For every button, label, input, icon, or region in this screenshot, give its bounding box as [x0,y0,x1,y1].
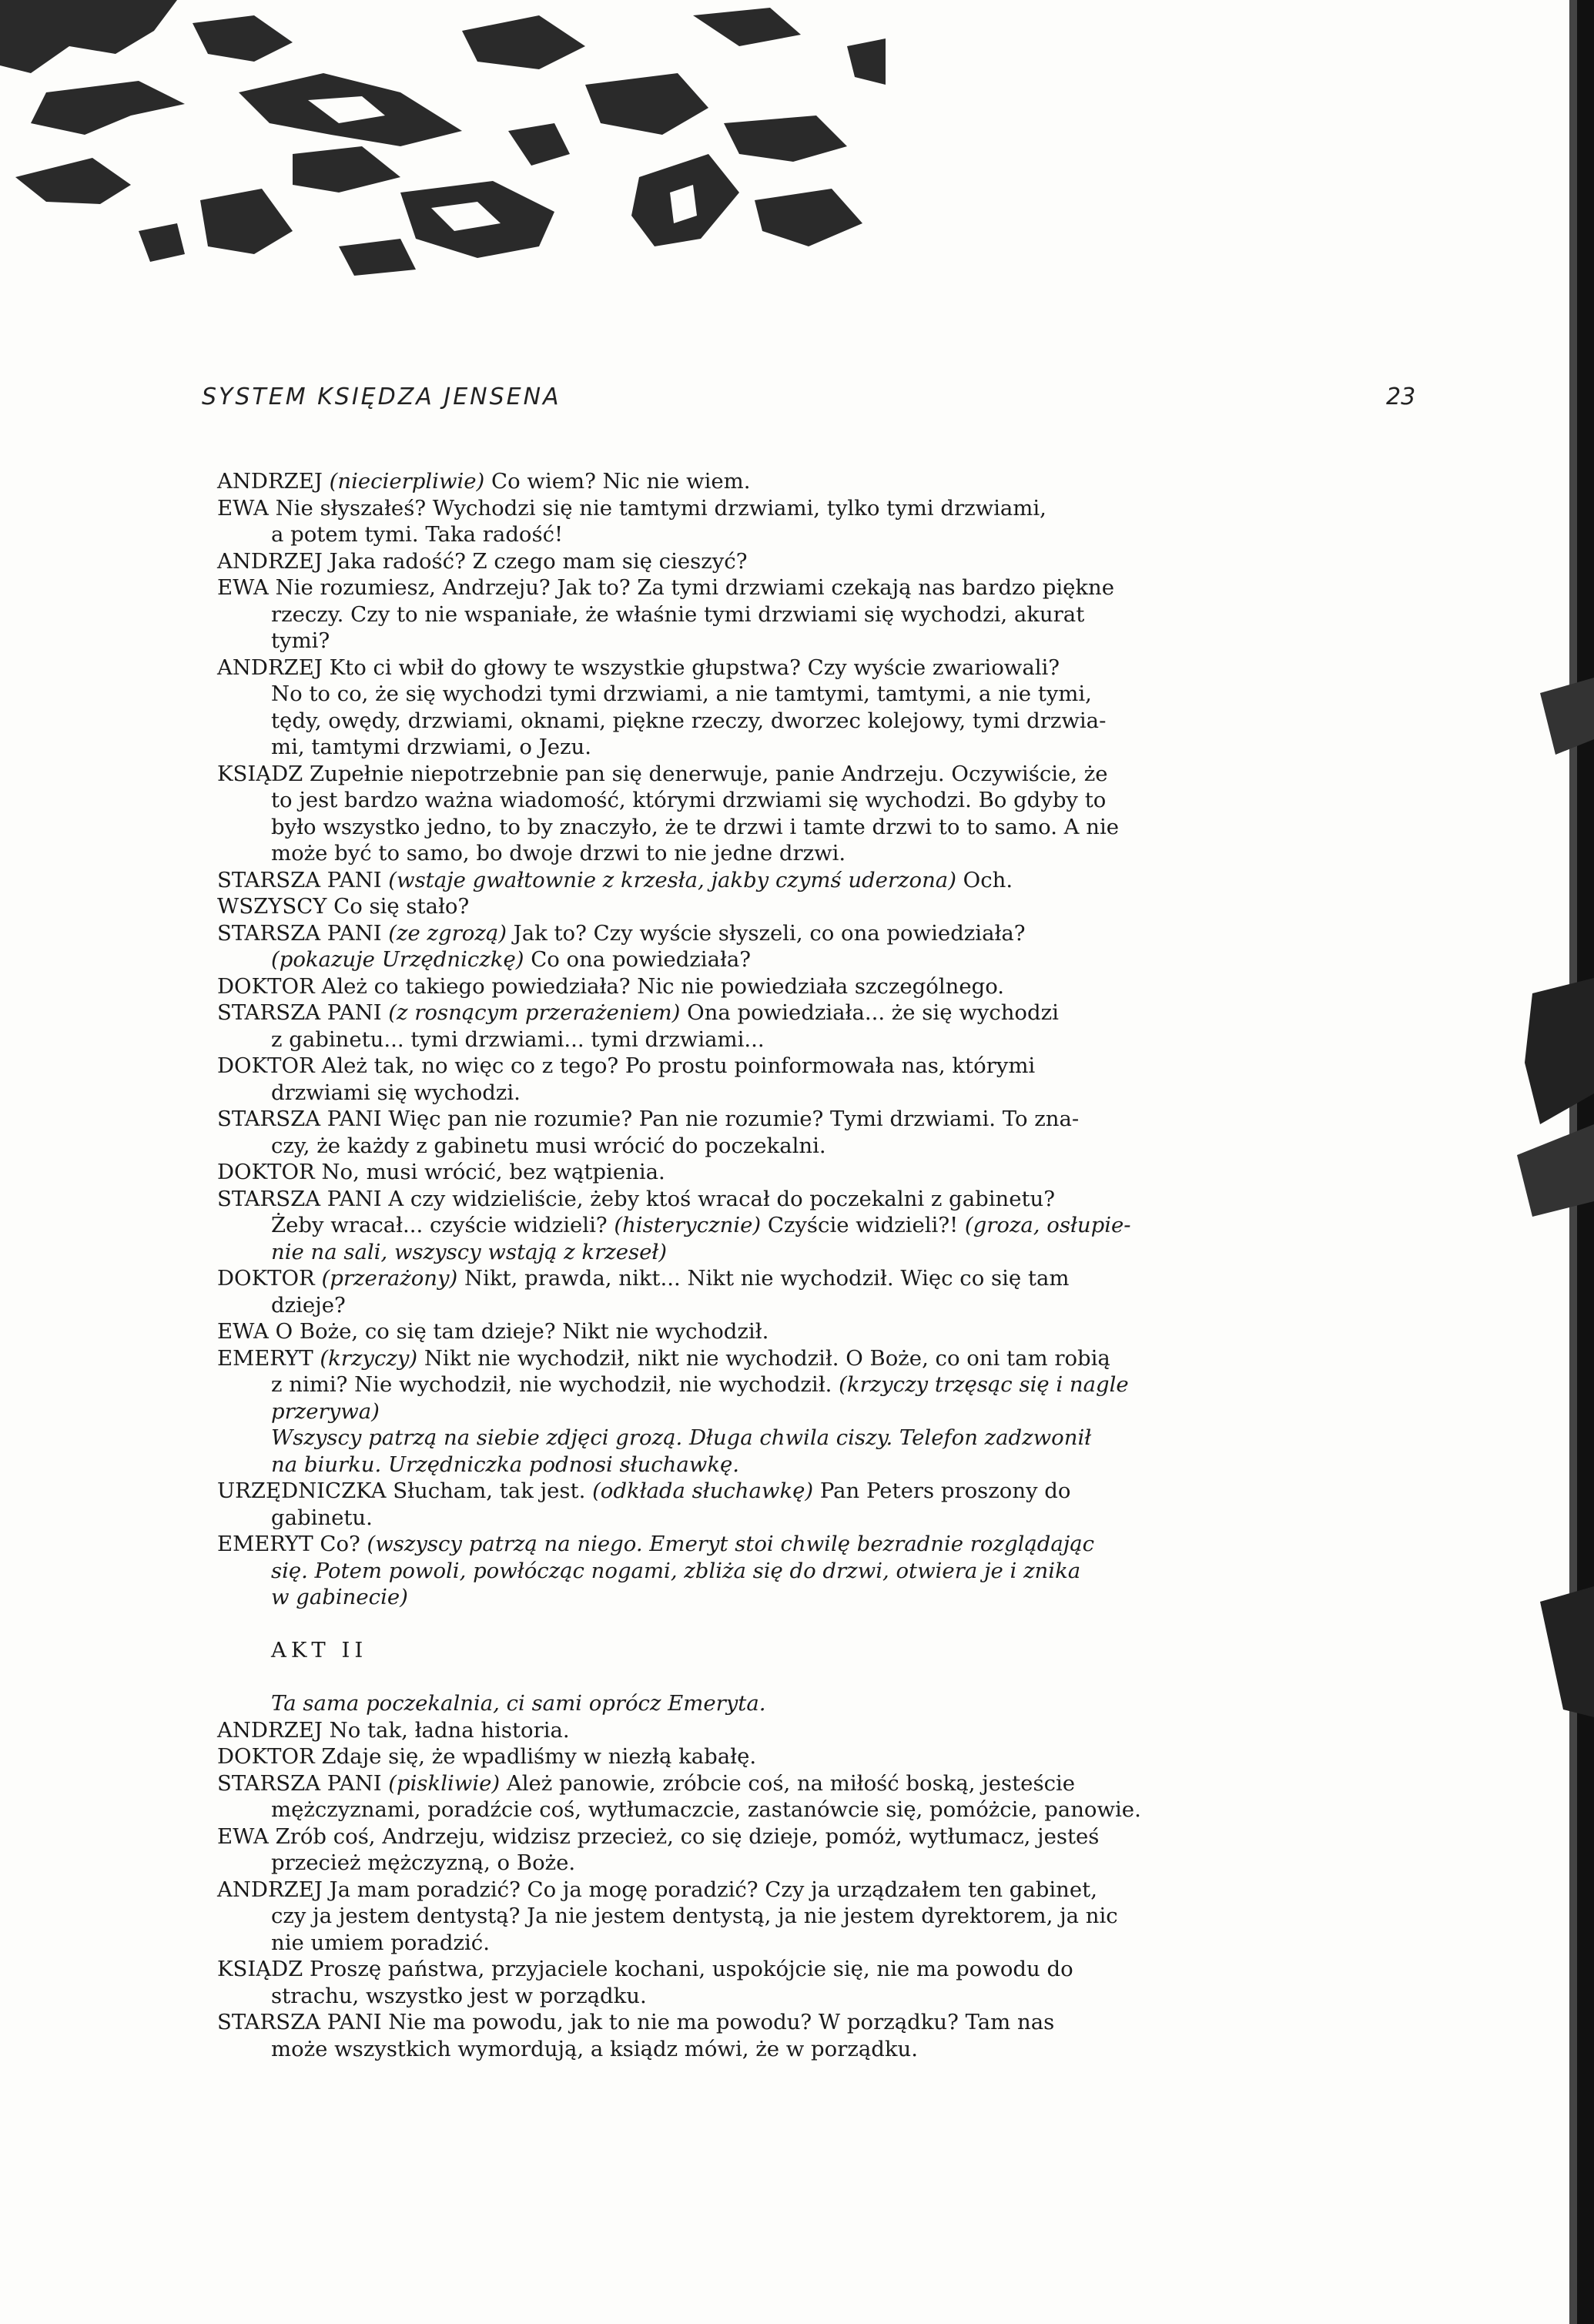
dialogue-text: nie umiem poradzić. [271,1930,490,1955]
script-line [217,1690,1358,1717]
script-line [217,601,1358,628]
dialogue-text: O Boże, co się tam dzieje? Nikt nie wychodził. [268,1319,769,1344]
speaker-name: DOKTOR [217,1160,315,1184]
speaker-name: DOKTOR [217,1053,315,1078]
dialogue-text: Pan Peters proszony do [813,1478,1071,1503]
script-line [217,1371,1358,1398]
stage-direction: (piskliwie) [388,1770,501,1796]
dialogue-text: Nie rozumiesz, Andrzeju? Jak to? Za tymi drzwiami czekają nas bardzo piękne [268,575,1115,600]
speaker-name: STARSZA PANI [217,1000,389,1025]
running-head: SYSTEM KSIĘDZA JENSENA [202,383,561,410]
script-line [217,1478,1358,1505]
dialogue-text: drzwiami się wychodzi. [271,1080,521,1105]
speaker-name: STARSZA PANI [217,2010,382,2034]
blank-line [217,1611,1358,1638]
script-line [217,708,1358,735]
script-line [217,1505,1358,1532]
dialogue-text: Nikt nie wychodził, nikt nie wychodził. O Boże, co oni tam robią [417,1345,1110,1371]
act-heading [217,1637,1358,1664]
dialogue-text: Zrób coś, Andrzeju, widzisz przecież, co się dzieje, pomóż, wytłumacz, jesteś [268,1823,1100,1849]
stage-direction: (odkłada słuchawkę) [592,1478,814,1503]
dialogue-text: Proszę państwa, przyjaciele kochani, uspokójcie się, nie ma powodu do [303,1957,1073,1981]
script-line [217,1345,1358,1372]
script-line [217,893,1358,920]
stage-direction: (niecierpliwie) [329,469,485,494]
script-line [217,1717,1358,1744]
speaker-name: EWA [217,495,269,521]
dialogue-text: czy, że każdy z gabinetu musi wrócić do poczekalni. [271,1133,826,1158]
script-line [217,1106,1358,1133]
script-line [217,521,1358,548]
dialogue-text: No to co, że się wychodzi tymi drzwiami, a nie tamtymi, tamtymi, a nie tymi, [271,681,1092,706]
speaker-name: STARSZA PANI [217,1770,389,1796]
script-line [217,1956,1358,1983]
script-line [217,1292,1358,1319]
speaker-name: STARSZA PANI [217,920,389,946]
dialogue-text: No tak, ładna historia. [322,1717,570,1743]
dialogue-text: przecież mężczyzną, o Boże. [271,1850,576,1875]
script-line [217,1159,1358,1186]
script-line [217,946,1358,973]
stage-direction: w gabinecie) [271,1585,408,1609]
dialogue-text: Nikt, prawda, nikt... Nikt nie wychodził. Więc co się tam [457,1266,1070,1291]
speaker-name: ANDRZEJ [217,655,323,680]
script-line [217,1558,1358,1585]
speaker-name: DOKTOR [217,973,315,999]
dialogue-text: może wszystkich wymordują, a ksiądz mówi, że w porządku. [271,2036,918,2061]
script-line [217,867,1358,894]
dialogue-text: Jaka radość? Z czego mam się cieszyć? [322,548,748,574]
dialogue-text: było wszystko jedno, to by znaczyło, że te drzwi i tamte drzwi to to samo. A nie [271,814,1120,839]
dialogue-text: może być to samo, bo dwoje drzwi to nie jedne drzwi. [271,841,846,866]
scanned-page-edge [1509,0,1594,2324]
script-line [217,787,1358,814]
speaker-name: WSZYSCY [217,894,327,919]
stage-direction: Ta sama poczekalnia, ci sami oprócz Emeryta. [271,1691,766,1716]
page-number: 23 [1386,383,1416,410]
dialogue-text: Ona powiedziała... że się wychodzi [680,1000,1059,1025]
dialogue-text: Zupełnie niepotrzebnie pan się denerwuje, panie Andrzeju. Oczywiście, że [303,761,1108,786]
stage-direction: (z rosnącym przerażeniem) [388,1000,681,1025]
dialogue-text: Ależ panowie, zróbcie coś, na miłość boską, jesteście [500,1770,1076,1796]
speaker-name: KSIĄDZ [217,761,303,786]
stage-direction: nie na sali, wszyscy wstają z krzeseł) [271,1239,668,1264]
stage-direction: się. Potem powoli, powłócząc nogami, zbliża się do drzwi, otwiera je i znika [271,1558,1081,1583]
speaker-name: DOKTOR [217,1744,315,1769]
script-line [217,1239,1358,1266]
dialogue-text: rzeczy. Czy to nie wspaniałe, że właśnie tymi drzwiami się wychodzi, akurat [271,601,1085,627]
speaker-name: DOKTOR [217,1266,322,1291]
script-line [217,628,1358,655]
dialogue-text: Czyście widzieli?! [761,1213,965,1237]
script-line [217,1850,1358,1877]
speaker-name: EWA [217,1319,269,1344]
dialogue-text: AKT II [271,1638,368,1663]
dialogue-text: Zdaje się, że wpadliśmy w niezłą kabałę. [314,1744,757,1769]
speaker-name: STARSZA PANI [217,1186,382,1211]
dialogue-text: Co wiem? Nic nie wiem. [484,469,751,494]
script-line [217,1930,1358,1957]
dialogue-text: Och. [956,867,1013,892]
dialogue-text: Ja mam poradzić? Co ja mogę poradzić? Czy ja urządzałem ten gabinet, [322,1877,1097,1902]
script-line [217,1425,1358,1452]
dialogue-text: to jest bardzo ważna wiadomość, którymi drzwiami się wychodzi. Bo gdyby to [271,788,1107,812]
dialogue-text: A czy widzieliście, żeby ktoś wracał do poczekalni z gabinetu? [381,1186,1055,1211]
script-line [217,1053,1358,1080]
dialogue-text: gabinetu. [271,1505,373,1530]
dialogue-text: Więc pan nie rozumie? Pan nie rozumie? Tymi drzwiami. To zna- [381,1107,1080,1131]
dialogue-text: mi, tamtymi drzwiami, o Jezu. [271,735,591,759]
dialogue-text: Kto ci wbił do głowy te wszystkie głupstwa? Czy wyście zwariowali? [322,655,1060,680]
dialogue-text: Co ona powiedziała? [524,947,752,972]
script-line [217,1000,1358,1026]
script-line [217,1133,1358,1160]
stage-direction: (wstaje gwałtownie z krzesła, jakby czymś uderzona) [388,867,956,892]
dialogue-text: z gabinetu... tymi drzwiami... tymi drzwiami... [271,1026,765,1052]
speaker-name: EMERYT [217,1532,313,1556]
script-line [217,1452,1358,1478]
script-line [217,655,1358,681]
dialogue-text: Nie słyszałeś? Wychodzi się nie tamtymi drzwiami, tylko tymi drzwiami, [268,495,1046,521]
speaker-name: EWA [217,1823,269,1849]
dialogue-text: strachu, wszystko jest w porządku. [271,1983,647,2008]
dialogue-text: Jak to? Czy wyście słyszeli, co ona powiedziała? [506,920,1026,946]
speaker-name: KSIĄDZ [217,1957,303,1981]
speaker-name: URZĘDNICZKA [217,1478,387,1503]
script-line [217,1318,1358,1345]
stage-direction: Wszyscy patrzą na siebie zdjęci grozą. Długa chwila ciszy. Telefon zadzwonił [271,1425,1092,1450]
speaker-name: ANDRZEJ [217,548,323,574]
script-line [217,548,1358,575]
play-script-text [217,468,1358,2062]
decorative-header-texture [0,0,886,277]
dialogue-text: No, musi wrócić, bez wątpienia. [314,1160,665,1184]
script-line [217,734,1358,761]
dialogue-text: Żeby wracał... czyście widzieli? [271,1213,614,1237]
dialogue-text: Ależ co takiego powiedziała? Nic nie powiedziała szczególnego. [314,973,1005,999]
dialogue-text: Ależ tak, no więc co z tego? Po prostu poinformowała nas, którymi [314,1053,1036,1078]
dialogue-text: z nimi? Nie wychodził, nie wychodził, nie wychodził. [271,1372,839,1397]
script-line [217,2009,1358,2036]
script-line [217,840,1358,867]
dialogue-text: Nie ma powodu, jak to nie ma powodu? W porządku? Tam nas [381,2010,1055,2034]
script-line [217,1186,1358,1213]
stage-direction: przerywa) [271,1398,380,1424]
speaker-name: STARSZA PANI [217,1107,382,1131]
blank-line [217,1664,1358,1691]
speaker-name: ANDRZEJ [217,1877,323,1902]
dialogue-text: Co? [313,1532,367,1556]
script-line [217,468,1358,495]
script-line [217,1265,1358,1292]
stage-direction: (pokazuje Urzędniczkę) [271,947,524,972]
stage-direction: (histerycznie) [614,1213,762,1237]
script-line [217,1823,1358,1850]
script-line [217,495,1358,522]
script-line [217,1983,1358,2010]
stage-direction: (przerażony) [321,1266,458,1291]
dialogue-text: Co się stało? [327,894,470,919]
script-line [217,574,1358,601]
script-line [217,1212,1358,1239]
speaker-name: EWA [217,575,269,600]
script-line [217,761,1358,788]
script-line [217,1797,1358,1823]
stage-direction: (ze zgrozą) [388,920,507,946]
script-line [217,1080,1358,1107]
dialogue-text: tymi? [271,628,330,653]
stage-direction: (groza, osłupie- [964,1213,1131,1237]
dialogue-text: tędy, owędy, drzwiami, oknami, piękne rzeczy, dworzec kolejowy, tymi drzwia- [271,708,1107,733]
stage-direction: na biurku. Urzędniczka podnosi słuchawkę. [271,1452,739,1477]
dialogue-text: Słucham, tak jest. [386,1478,593,1503]
stage-direction: (wszyscy patrzą na niego. Emeryt stoi chwilę bezradnie rozglądając [367,1532,1095,1556]
speaker-name: EMERYT [217,1345,320,1371]
script-line [217,2036,1358,2063]
speaker-name: ANDRZEJ [217,469,330,494]
script-line [217,1026,1358,1053]
dialogue-text: a potem tymi. Taka radość! [271,522,564,547]
script-line [217,1398,1358,1425]
script-line [217,1531,1358,1558]
speaker-name: STARSZA PANI [217,867,389,892]
stage-direction: (krzyczy) [320,1345,418,1371]
script-line [217,1877,1358,1904]
dialogue-text: czy ja jestem dentystą? Ja nie jestem dentystą, ja nie jestem dyrektorem, ja nic [271,1904,1118,1928]
dialogue-text: mężczyznami, poradźcie coś, wytłumaczcie, zastanówcie się, pomóżcie, panowie. [271,1797,1141,1822]
script-line [217,814,1358,841]
script-line [217,920,1358,947]
script-line [217,1770,1358,1797]
speaker-name: ANDRZEJ [217,1717,323,1743]
stage-direction: (krzyczy trzęsąc się i nagle [839,1372,1129,1397]
dialogue-text: dzieje? [271,1292,346,1318]
script-line [217,681,1358,708]
script-line [217,973,1358,1000]
script-line [217,1903,1358,1930]
script-line [217,1584,1358,1611]
script-line [217,1743,1358,1770]
